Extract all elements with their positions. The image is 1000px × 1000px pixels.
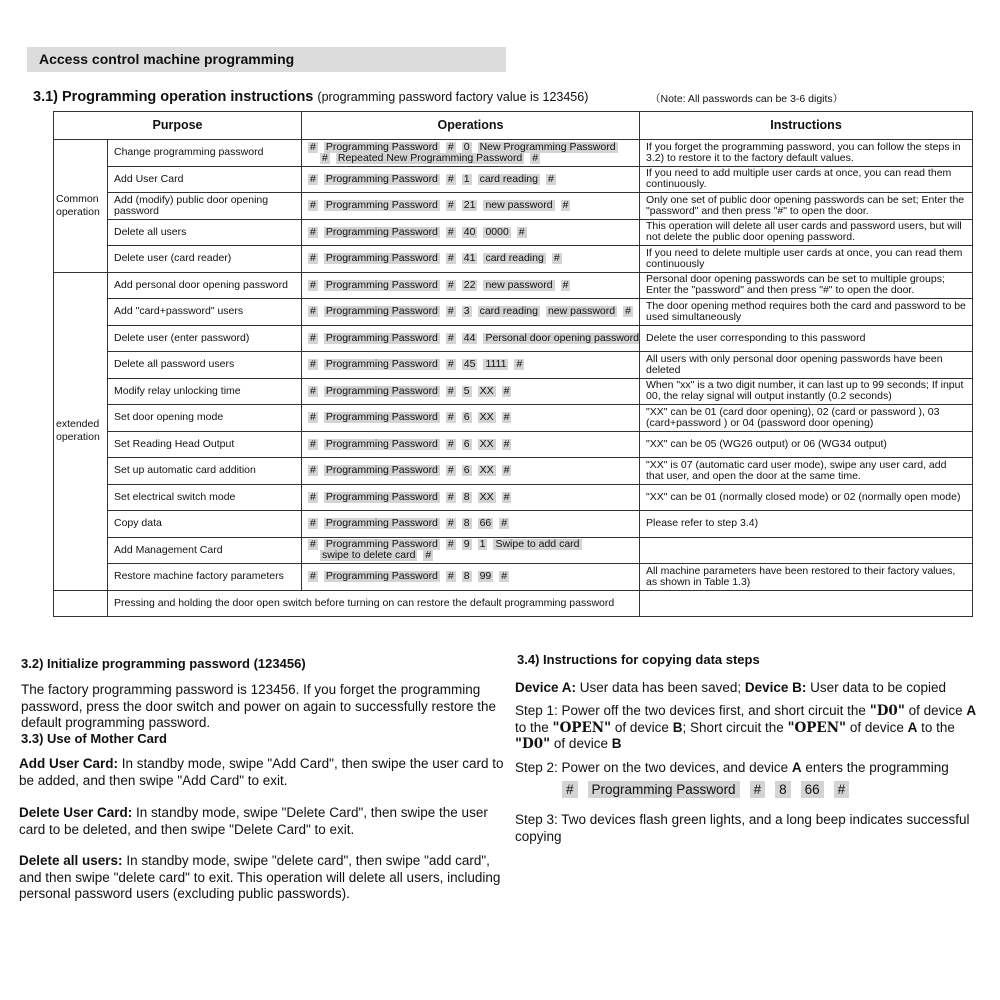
device-roles — [515, 680, 985, 697]
purpose-cell: Set Reading Head Output — [108, 431, 302, 458]
purpose-cell: Add Management Card — [108, 537, 302, 564]
operation-token: Programming Password — [325, 225, 438, 238]
instructions-cell: "XX" is 07 (automatic card user mode), swipe any user card, add that user, and open the door at the same time. — [640, 458, 973, 485]
operation-token: # — [447, 225, 454, 238]
command-token: # — [750, 781, 766, 798]
header-operations: Operations — [302, 112, 640, 140]
table-row — [54, 458, 973, 485]
operation-token: # — [447, 331, 454, 344]
operation-line — [308, 412, 633, 423]
operation-token: # — [447, 517, 454, 530]
table-row — [54, 431, 973, 458]
operation-token: 8 — [463, 517, 470, 530]
operation-token: new password — [485, 199, 553, 212]
operation-token: new password — [547, 305, 616, 318]
device-b-ref: B — [672, 719, 683, 735]
operations-cell — [302, 140, 640, 167]
operations-cell — [302, 405, 640, 432]
operations-cell — [302, 431, 640, 458]
table-row — [54, 325, 973, 352]
operation-token: 99 — [479, 570, 492, 583]
purpose-cell: Delete user (card reader) — [108, 246, 302, 273]
command-token: Programming Password — [588, 781, 740, 798]
operation-token: XX — [479, 437, 494, 450]
operation-token: 45 — [463, 358, 476, 371]
operation-token: Programming Password — [325, 437, 438, 450]
operation-token: # — [447, 570, 454, 583]
operation-token: Programming Password — [325, 490, 438, 503]
operation-token: # — [503, 384, 510, 397]
operation-token: 9 — [463, 538, 470, 551]
instructions-cell: All machine parameters have been restored to their factory values, as shown in Table 1.3) — [640, 564, 973, 591]
operation-token: # — [310, 464, 316, 477]
operation-line — [308, 550, 633, 561]
operation-token: # — [310, 384, 316, 397]
operation-token: Programming Password — [325, 172, 438, 185]
operation-token: New Programming Password — [479, 140, 616, 153]
purpose-cell: Add personal door opening password — [108, 272, 302, 299]
operation-token: 22 — [463, 278, 476, 291]
operation-token: XX — [479, 411, 494, 424]
header-purpose: Purpose — [54, 112, 302, 140]
operation-token: Programming Password — [325, 411, 438, 424]
instructions-cell: If you need to delete multiple user cards at once, you can read them continuously — [640, 246, 973, 273]
operation-token: # — [625, 305, 631, 318]
programming-table — [53, 111, 973, 617]
operation-token: # — [310, 199, 316, 212]
device-a-ref: A — [791, 760, 802, 775]
header-instructions: Instructions — [640, 112, 973, 140]
d0-label: "D0" — [515, 736, 551, 752]
operation-token: # — [447, 411, 454, 424]
step-1-text: of device — [846, 719, 908, 735]
purpose-cell: Add User Card — [108, 166, 302, 193]
footer-empty-cell — [640, 590, 973, 617]
operation-token: # — [447, 305, 454, 318]
operation-token: # — [501, 517, 508, 530]
delete-all-users-text: In standby mode, swipe "delete card", then swipe "add card", and then swipe "delete card" to exit. This operation will delete all users, including personal password users (excluding public passwords). — [19, 853, 501, 901]
operation-token: # — [310, 225, 316, 238]
table-row — [54, 246, 973, 273]
operations-cell — [302, 458, 640, 485]
instructions-cell: This operation will delete all user cards and password users, but will not delete the public door opening password. — [640, 219, 973, 246]
instructions-cell: "XX" can be 01 (normally closed mode) or 02 (normally open mode) — [640, 484, 973, 511]
instructions-cell: "XX" can be 01 (card door opening), 02 (card or password ), 03 (card+password ) or 04 (password door opening) — [640, 405, 973, 432]
operation-token: # — [553, 252, 560, 265]
operation-token: 8 — [463, 490, 470, 503]
step-2 — [515, 760, 989, 777]
purpose-cell: Set up automatic card addition — [108, 458, 302, 485]
operation-token: # — [447, 538, 454, 551]
step-1 — [515, 703, 989, 753]
command-token: 8 — [775, 781, 791, 798]
operation-token: # — [447, 199, 454, 212]
operation-token: # — [501, 570, 508, 583]
operation-token: 21 — [463, 199, 476, 212]
password-note: （Note: All passwords can be 3-6 digits） — [650, 93, 844, 105]
operation-token: XX — [479, 464, 494, 477]
purpose-cell: Restore machine factory parameters — [108, 564, 302, 591]
purpose-cell: Delete all password users — [108, 352, 302, 379]
operations-cell — [302, 246, 640, 273]
delete-user-card-text: In standby mode, swipe "Delete Card", then swipe the user card to be deleted, and then swipe "Delete Card" to exit. — [19, 805, 488, 837]
step-2-lead: Step 2: — [515, 760, 558, 775]
instructions-cell: Please refer to step 3.4) — [640, 511, 973, 538]
table-row — [54, 564, 973, 591]
operation-token: # — [310, 517, 316, 530]
operation-token: # — [310, 331, 316, 344]
command-token: 66 — [801, 781, 824, 798]
header-bar — [27, 47, 506, 72]
operation-token: Programming Password — [325, 517, 438, 530]
operations-cell — [302, 272, 640, 299]
step-1-text: of device — [904, 703, 967, 718]
purpose-cell: Set electrical switch mode — [108, 484, 302, 511]
section-31-heading — [33, 89, 588, 105]
instructions-cell: All users with only personal door opening passwords have been deleted — [640, 352, 973, 379]
step-2-text: Power on the two devices, and device — [557, 760, 792, 775]
operation-token: 8 — [463, 570, 470, 583]
operation-line — [308, 439, 633, 450]
table-row — [54, 484, 973, 511]
operation-token: 6 — [463, 437, 470, 450]
operation-line — [308, 174, 633, 185]
operation-token: # — [562, 278, 569, 291]
table-row — [54, 511, 973, 538]
step-1-text: of device — [550, 736, 612, 751]
operation-token: # — [503, 490, 510, 503]
operation-token: # — [518, 225, 525, 238]
operations-cell — [302, 193, 640, 220]
operation-token: Programming Password — [325, 570, 438, 583]
operation-token: Personal door opening password — [485, 331, 639, 344]
mother-card-add — [19, 756, 509, 789]
instructions-cell — [640, 537, 973, 564]
section-34-title: 3.4) Instructions for copying data steps — [517, 652, 760, 667]
operation-token: Programming Password — [325, 384, 438, 397]
operation-token: # — [310, 252, 316, 265]
purpose-cell: Set door opening mode — [108, 405, 302, 432]
section-31-title: 3.1) Programming operation instructions — [33, 89, 314, 105]
operation-token: 40 — [463, 225, 476, 238]
operation-token: # — [310, 411, 316, 424]
table-row — [54, 378, 973, 405]
operation-token: 3 — [463, 305, 470, 318]
operation-token: Programming Password — [325, 331, 438, 344]
operation-token: # — [516, 358, 523, 371]
table-row — [54, 166, 973, 193]
operation-line — [308, 492, 633, 503]
operation-line — [308, 359, 633, 370]
operation-token: # — [425, 549, 432, 562]
operation-token: # — [310, 140, 316, 153]
operation-line — [308, 571, 633, 582]
operation-token: # — [310, 437, 316, 450]
operation-token: 6 — [463, 411, 470, 424]
operation-token: 0 — [463, 140, 470, 153]
table-row — [54, 352, 973, 379]
copy-command — [562, 781, 859, 798]
operation-token: 66 — [479, 517, 492, 530]
table-row — [54, 537, 973, 564]
instructions-cell: The door opening method requires both the card and password to be used simultaneously — [640, 299, 973, 326]
add-user-card-text: In standby mode, swipe "Add Card", then swipe the user card to be added, and then swipe "Add Card" to exit. — [19, 756, 504, 788]
table-row — [54, 193, 973, 220]
device-a-ref: A — [907, 719, 918, 735]
operations-cell — [302, 511, 640, 538]
operation-line — [308, 518, 633, 529]
device-a-text: User data has been saved; — [576, 680, 745, 695]
operations-cell — [302, 484, 640, 511]
operation-token: Swipe to add card — [495, 538, 580, 551]
operation-token: 1111 — [485, 358, 507, 371]
table-row — [54, 405, 973, 432]
device-b-label: Device B: — [744, 680, 807, 695]
operation-line — [308, 153, 633, 164]
group-extended-operation: extended operation — [54, 272, 108, 590]
operations-cell — [302, 378, 640, 405]
d0-label: "D0" — [869, 703, 905, 719]
operation-token: # — [447, 252, 454, 265]
operation-token: Programming Password — [325, 199, 438, 212]
delete-user-card-label: Delete User Card: — [19, 805, 133, 820]
operation-token: # — [447, 437, 454, 450]
operation-token: swipe to delete card — [322, 549, 416, 562]
instructions-cell: If you need to add multiple user cards at once, you can read them continuously. — [640, 166, 973, 193]
operation-token: # — [547, 172, 554, 185]
device-b-text: User data to be copied — [806, 680, 947, 695]
operation-token: card reading — [485, 252, 544, 265]
operation-token: XX — [479, 384, 494, 397]
command-token: # — [834, 781, 850, 798]
section-33-title: 3.3) Use of Mother Card — [21, 731, 167, 746]
operation-token: # — [562, 199, 569, 212]
operation-token: # — [310, 570, 316, 583]
instructions-cell: Delete the user corresponding to this password — [640, 325, 973, 352]
purpose-cell: Modify relay unlocking time — [108, 378, 302, 405]
operation-token: Programming Password — [325, 278, 438, 291]
operation-token: # — [447, 278, 454, 291]
open-label: "OPEN" — [787, 719, 847, 736]
delete-all-users-label: Delete all users: — [19, 853, 123, 868]
operation-token: card reading — [479, 305, 538, 318]
operation-token: # — [503, 411, 510, 424]
operation-token: 0000 — [485, 225, 509, 238]
operations-cell — [302, 537, 640, 564]
operation-line — [308, 253, 633, 264]
operation-line — [308, 306, 633, 317]
operation-token: # — [310, 490, 316, 503]
operation-token: 5 — [463, 384, 470, 397]
operation-token: 44 — [463, 331, 476, 344]
operation-token: # — [447, 490, 454, 503]
operation-line — [308, 280, 633, 291]
operations-cell — [302, 564, 640, 591]
device-b-ref: B — [611, 736, 622, 751]
page-title: Access control machine programming — [39, 51, 295, 67]
step-2-text: enters the programming — [801, 760, 949, 775]
table-row — [54, 299, 973, 326]
operation-token: Programming Password — [325, 464, 438, 477]
operation-line — [308, 331, 639, 344]
operation-token: # — [447, 172, 454, 185]
operation-line — [308, 386, 633, 397]
command-token: # — [562, 781, 578, 798]
operation-token: # — [503, 464, 510, 477]
operation-token: # — [532, 151, 539, 164]
section-32-title: 3.2) Initialize programming password (123456) — [21, 656, 306, 671]
operation-token: 1 — [479, 538, 486, 551]
instructions-cell: "XX" can be 05 (WG26 output) or 06 (WG34 output) — [640, 431, 973, 458]
operation-token: Repeated New Programming Password — [337, 151, 523, 164]
device-a-ref: A — [966, 703, 977, 718]
operations-cell — [302, 299, 640, 326]
operation-token: Programming Password — [325, 140, 438, 153]
step-1-lead: Step 1: — [515, 703, 558, 718]
step-1-text: to the — [917, 719, 955, 735]
instructions-cell: Personal door opening passwords can be set to multiple groups; Enter the "password" and then press "#" to open the door. — [640, 272, 973, 299]
instructions-cell: Only one set of public door opening passwords can be set; Enter the "password" and then press "#" to open the door. — [640, 193, 973, 220]
section-32-body: The factory programming password is 123456. If you forget the programming password, press the door switch and power on again to successfully restore the default programming password. — [21, 682, 496, 730]
footer-blank-cell — [54, 590, 108, 617]
table-row — [54, 272, 973, 299]
purpose-cell: Add (modify) public door opening password — [108, 193, 302, 220]
mother-card-delete-all — [19, 853, 509, 903]
operation-token: Programming Password — [325, 538, 438, 551]
operation-token: 41 — [463, 252, 476, 265]
purpose-cell: Add "card+password" users — [108, 299, 302, 326]
operation-token: card reading — [479, 172, 538, 185]
operations-cell — [302, 325, 640, 352]
table-row — [54, 219, 973, 246]
device-a-label: Device A: — [515, 680, 577, 695]
operation-line — [308, 227, 633, 238]
group-common-operation: Common operation — [54, 140, 108, 273]
table-footer-note: Pressing and holding the door open switch before turning on can restore the default programming password — [108, 590, 640, 617]
operation-token: 6 — [463, 464, 470, 477]
table-footer-row — [54, 590, 973, 617]
instructions-cell: When "xx" is a two digit number, it can last up to 99 seconds; If input 00, the relay signal will output instantly (0.2 seconds) — [640, 378, 973, 405]
step-1-text: to the — [515, 719, 553, 735]
operation-token: # — [322, 151, 328, 164]
operation-token: 1 — [463, 172, 470, 185]
add-user-card-label: Add User Card: — [19, 756, 119, 771]
step-3 — [515, 812, 989, 845]
step-1-text: of device — [611, 719, 673, 735]
operation-token: # — [310, 305, 316, 318]
operation-token: Programming Password — [325, 358, 438, 371]
operation-token: # — [447, 384, 454, 397]
instructions-cell: If you forget the programming password, you can follow the steps in 3.2) to restore it to the factory default values. — [640, 140, 973, 167]
operation-line — [308, 200, 633, 211]
operation-token: # — [310, 538, 316, 551]
operations-cell — [302, 352, 640, 379]
operation-token: # — [447, 358, 454, 371]
operation-token: new password — [485, 278, 553, 291]
operation-token: # — [503, 437, 510, 450]
mother-card-delete — [19, 805, 509, 838]
operation-token: # — [447, 464, 454, 477]
operation-line — [308, 465, 633, 476]
purpose-cell: Delete user (enter password) — [108, 325, 302, 352]
operation-token: # — [310, 358, 316, 371]
section-31-subtitle: (programming password factory value is 123456) — [317, 90, 589, 104]
purpose-cell: Change programming password — [108, 140, 302, 167]
operation-token: Programming Password — [325, 252, 438, 265]
operations-cell — [302, 219, 640, 246]
step-1-text: Power off the two devices first, and short circuit the — [557, 703, 870, 718]
operation-token: # — [310, 278, 316, 291]
operation-token: XX — [479, 490, 494, 503]
operation-token: # — [447, 140, 454, 153]
step-3-text: Two devices flash green lights, and a long beep indicates successful copying — [515, 812, 970, 844]
operations-cell — [302, 166, 640, 193]
table-row — [54, 140, 973, 167]
open-label: "OPEN" — [552, 719, 612, 736]
step-1-text: ; Short circuit the — [682, 719, 788, 735]
operation-token: # — [310, 172, 316, 185]
operation-token: Programming Password — [325, 305, 438, 318]
purpose-cell: Copy data — [108, 511, 302, 538]
step-3-lead: Step 3: — [515, 812, 558, 827]
purpose-cell: Delete all users — [108, 219, 302, 246]
